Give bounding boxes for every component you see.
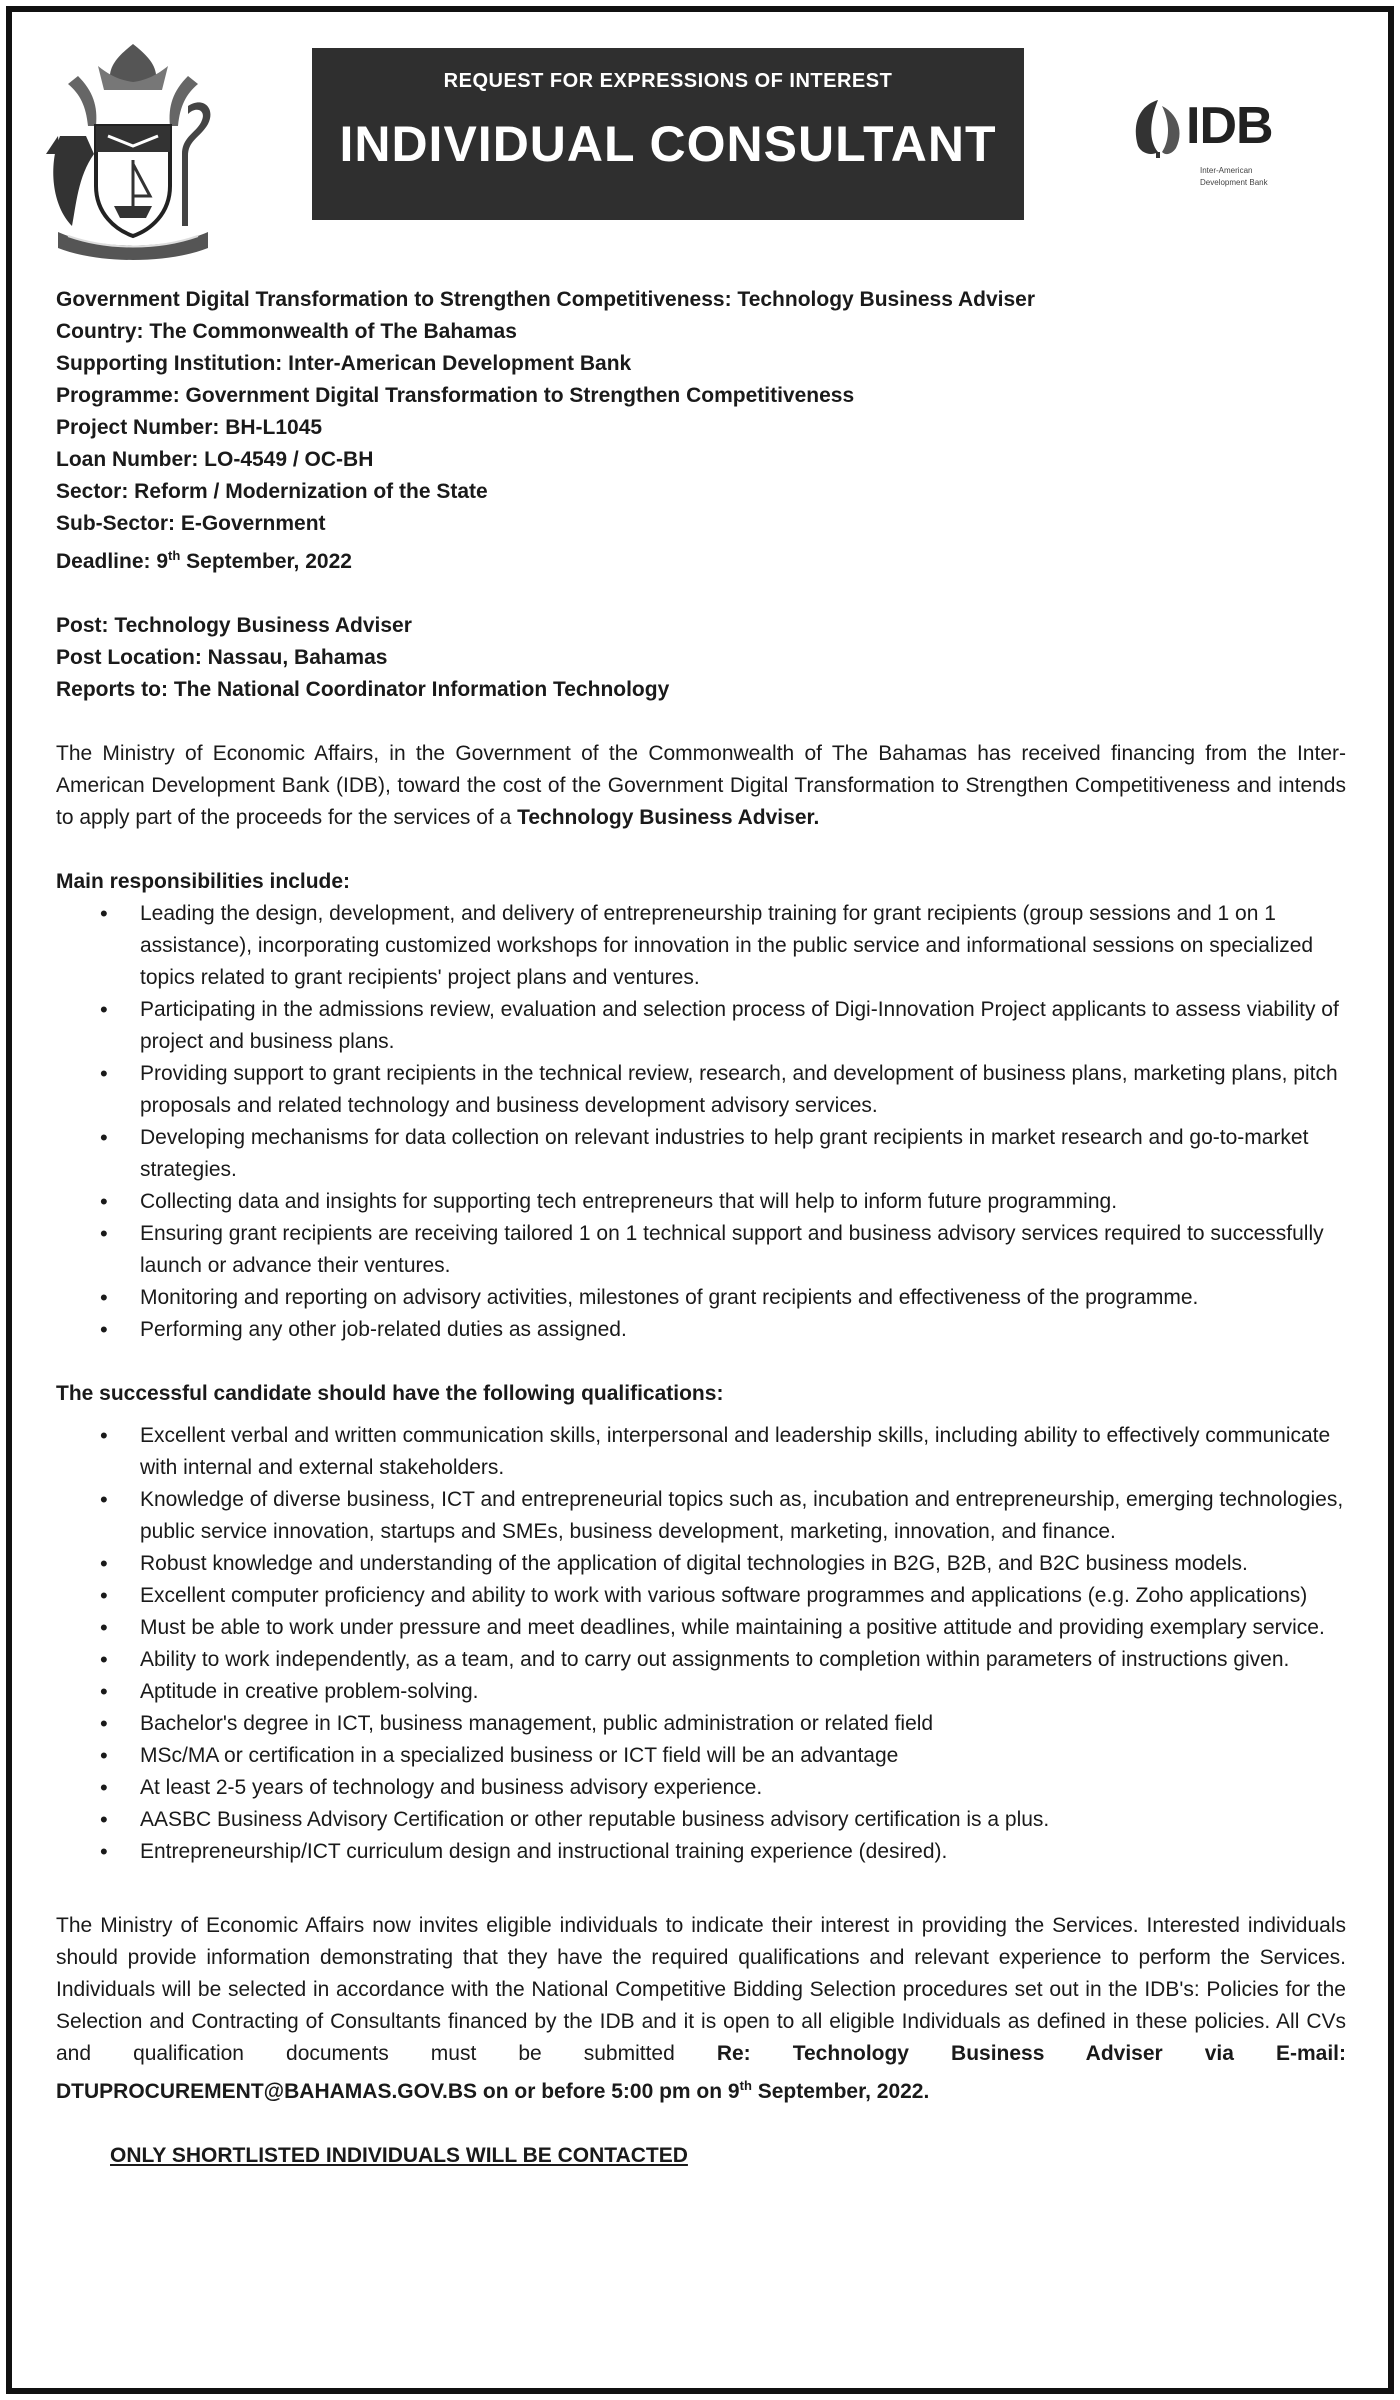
project-title-line: Government Digital Transformation to Strengthen Competitiveness: Technology Business Adviser: [56, 288, 1036, 311]
list-item: • At least 2-5 years of technology and business advisory experience.: [140, 1772, 1346, 1804]
idb-leaf-icon: [1128, 96, 1188, 160]
deadline-ordinal: th: [168, 548, 181, 563]
notice-body: [56, 284, 1346, 2172]
closing-submission-prefix: Re: Technology Business Adviser via E-mail: DTUPROCUREMENT@BAHAMAS.GOV.BS on or before 5:00 pm on 9: [56, 2042, 1346, 2103]
list-item: • Knowledge of diverse business, ICT and entrepreneurial topics such as, incubation and entrepreneurship, emerging technologies, public service innovation, startups and SMEs, business development, marketing, innovation, and finance.: [140, 1484, 1346, 1548]
list-item: • AASBC Business Advisory Certification or other reputable business advisory certification is a plus.: [140, 1804, 1346, 1836]
qualifications-heading: The successful candidate should have the following qualifications:: [56, 1382, 724, 1405]
responsibilities-heading: Main responsibilities include:: [56, 870, 351, 893]
reports-to-line: Reports to: The National Coordinator Information Technology: [56, 678, 670, 701]
shortlist-notice: ONLY SHORTLISTED INDIVIDUALS WILL BE CONTACTED: [110, 2144, 688, 2167]
idb-wordmark: IDB: [1186, 97, 1273, 155]
list-item: • Collecting data and insights for supporting tech entrepreneurs that will help to inform future programming.: [140, 1186, 1346, 1218]
post-details: [56, 610, 1346, 706]
list-item: • Excellent computer proficiency and ability to work with various software programmes and applications (e.g. Zoho applications): [140, 1580, 1346, 1612]
list-item: • Leading the design, development, and delivery of entrepreneurship training for grant recipients (group sessions and 1 on 1 assistance), incorporating customized workshops for innovation in the public service and informational sessions on specialized topics related to grant recipients' project plans and ventures.: [140, 898, 1346, 994]
loan-number-line: Loan Number: LO-4549 / OC-BH: [56, 448, 374, 471]
closing-paragraph: [56, 1910, 1346, 2108]
banner-title: INDIVIDUAL CONSULTANT: [339, 116, 997, 172]
intro-paragraph: [56, 738, 1346, 834]
list-item: • Participating in the admissions review, evaluation and selection process of Digi-Innovation Project applicants to assess viability of project and business plans.: [140, 994, 1346, 1058]
project-details: [56, 284, 1346, 578]
sub-sector-line: Sub-Sector: E-Government: [56, 512, 326, 535]
post-line: Post: Technology Business Adviser: [56, 614, 412, 637]
qualifications-list: [56, 1420, 1346, 1868]
closing-submission-suffix: September, 2022.: [751, 2080, 930, 2103]
idb-tagline-line-2: Development Bank: [1200, 178, 1268, 187]
intro-post-name: Technology Business Adviser.: [517, 806, 820, 829]
programme-line: Programme: Government Digital Transformation to Strengthen Competitiveness: [56, 384, 855, 407]
list-item: • Performing any other job-related duties as assigned.: [140, 1314, 1346, 1346]
list-item: • Monitoring and reporting on advisory activities, milestones of grant recipients and effectiveness of the programme.: [140, 1282, 1346, 1314]
responsibilities-list: [56, 898, 1346, 1346]
bahamas-coat-of-arms-icon: [38, 36, 228, 266]
post-location-line: Post Location: Nassau, Bahamas: [56, 646, 388, 669]
list-item: • Ability to work independently, as a team, and to carry out assignments to completion within parameters of instructions given.: [140, 1644, 1346, 1676]
idb-tagline-line-1: Inter-American: [1200, 166, 1253, 175]
idb-logo: [1128, 96, 1298, 196]
list-item: • Developing mechanisms for data collection on relevant industries to help grant recipients in market research and go-to-market strategies.: [140, 1122, 1346, 1186]
banner-subtitle: REQUEST FOR EXPRESSIONS OF INTEREST: [443, 70, 893, 92]
project-number-line: Project Number: BH-L1045: [56, 416, 323, 439]
list-item: • Entrepreneurship/ICT curriculum design and instructional training experience (desired).: [140, 1836, 1346, 1868]
country-line: Country: The Commonwealth of The Bahamas: [56, 320, 517, 343]
list-item: • Providing support to grant recipients in the technical review, research, and development of business plans, marketing plans, pitch proposals and related technology and business development advisory services.: [140, 1058, 1346, 1122]
intro-text: The Ministry of Economic Affairs, in the Government of the Commonwealth of The Bahamas has received financing from the Inter-American Development Bank (IDB), toward the cost of the Government Digital Transformation to Strengthen Competitiveness and intends to apply part of the proceeds for the services of a: [56, 742, 1346, 829]
list-item: • Excellent verbal and written communication skills, interpersonal and leadership skills, including ability to effectively communicate with internal and external stakeholders.: [140, 1420, 1346, 1484]
header-banner: [312, 48, 1024, 220]
notice-frame: [6, 6, 1394, 2394]
closing-submission-ordinal: th: [739, 2078, 752, 2093]
institution-line: Supporting Institution: Inter-American Development Bank: [56, 352, 632, 375]
list-item: • Robust knowledge and understanding of the application of digital technologies in B2G, B2B, and B2C business models.: [140, 1548, 1346, 1580]
list-item: • Aptitude in creative problem-solving.: [140, 1676, 1346, 1708]
sector-line: Sector: Reform / Modernization of the State: [56, 480, 488, 503]
closing-text: The Ministry of Economic Affairs now invites eligible individuals to indicate their interest in providing the Services. Interested individuals should provide information demonstrating that they have the required qualifications and relevant experience to perform the Services. Individuals will be selected in accordance with the National Competitive Bidding Selection procedures set out in the IDB's: Policies for the Selection and Contracting of Consultants financed by the IDB and it is open to all eligible Individuals as defined in these policies. All CVs and qualification documents must be submitted: [56, 1914, 1346, 2065]
deadline-line: [56, 540, 1346, 578]
list-item: • Bachelor's degree in ICT, business management, public administration or related field: [140, 1708, 1346, 1740]
list-item: • Ensuring grant recipients are receiving tailored 1 on 1 technical support and business advisory services required to successfully launch or advance their ventures.: [140, 1218, 1346, 1282]
deadline-suffix: September, 2022: [180, 550, 352, 573]
deadline-prefix: Deadline: 9: [56, 550, 169, 573]
list-item: • Must be able to work under pressure and meet deadlines, while maintaining a positive attitude and providing exemplary service.: [140, 1612, 1346, 1644]
list-item: • MSc/MA or certification in a specialized business or ICT field will be an advantage: [140, 1740, 1346, 1772]
